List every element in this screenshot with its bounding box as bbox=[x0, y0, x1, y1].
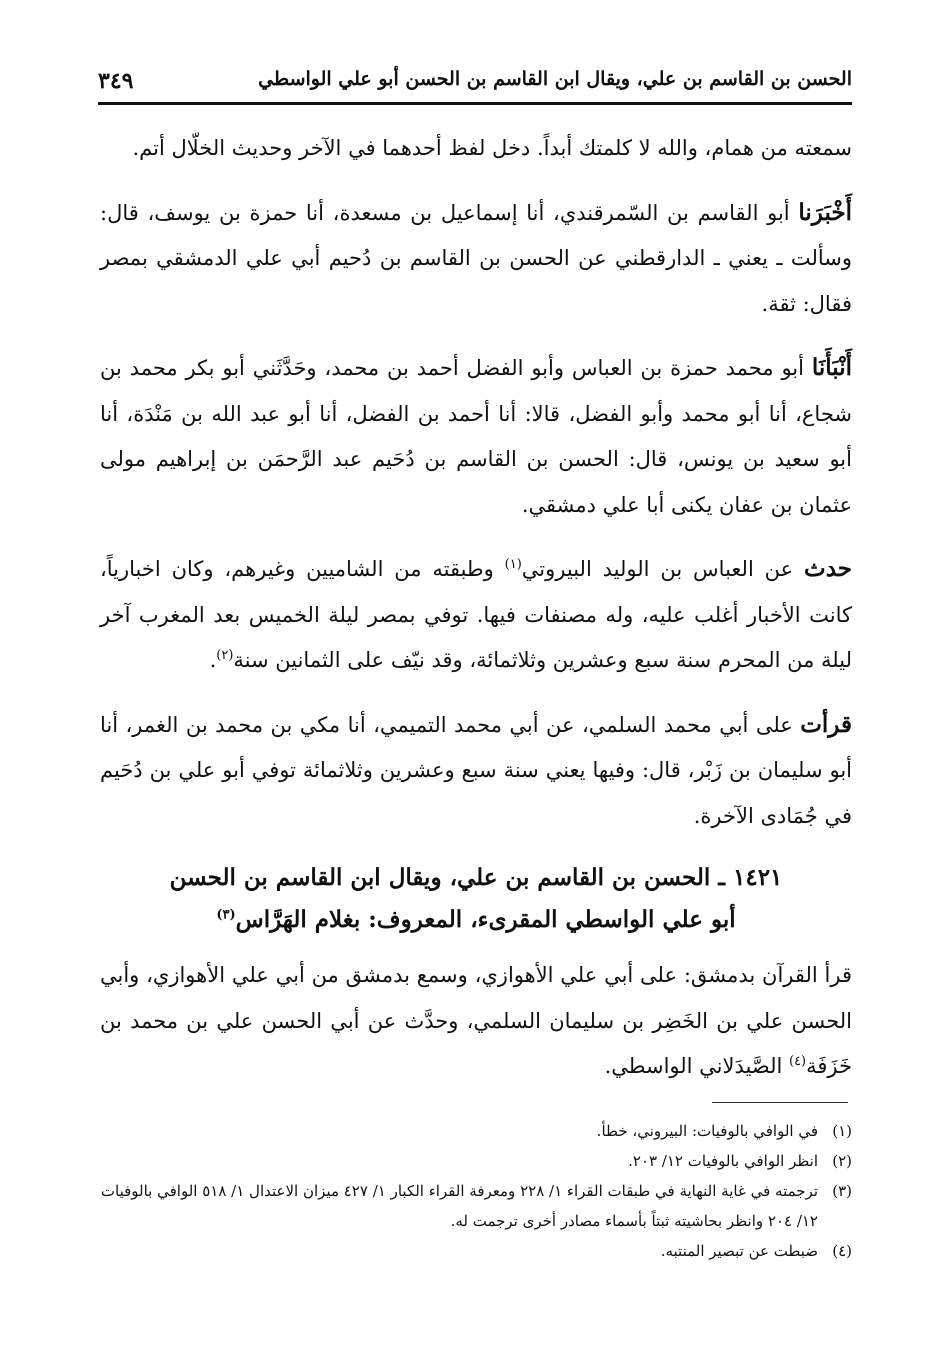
paragraph-text: الصَّيدَلاني الواسطي. bbox=[604, 1054, 789, 1078]
footnote-number: (٢) bbox=[832, 1152, 852, 1170]
entry-heading bbox=[100, 857, 852, 941]
paragraph-text: وطبقته من الشاميين وغيرهم، وكان اخبارياً، كانت الأخبار أغلب عليه، وله مصنفات فيها. توفي بمصر ليلة الخميس بعد المغرب آخر ليلة من المحرم سنة سبع وعشرين وثلاثمائة، وقد نيّف على الثمانين سنة bbox=[100, 557, 852, 672]
paragraph-text: سمعته من همام، والله لا كلمتك أبداً. دخل لفظ أحدهما في الآخر وحديث الخلّال أتم. bbox=[132, 136, 852, 160]
footnote-number: (١) bbox=[832, 1122, 852, 1140]
footnote-ref: (٣) bbox=[216, 907, 236, 923]
footnote-text: ترجمته في غاية النهاية في طبقات القراء ١/ ٢٢٨ ومعرفة القراء الكبار ١/ ٤٢٧ ميزان الاعتدال ١/ ٥١٨ الوافي بالوفيات ١٢/ ٢٠٤ وانظر بحاشيته ثبتاً بأسماء مصادر أخرى ترجمت له. bbox=[100, 1182, 818, 1230]
footnote-ref: (١) bbox=[504, 557, 522, 572]
paragraph-text: أبو القاسم بن السّمرقندي، أنا إسماعيل بن مسعدة، أنا حمزة بن يوسف، قال: وسألت ـ يعني ـ الدارقطني عن الحسن بن القاسم بن دُحيم أبي علي الدمشقي بمصر فقال: ثقة. bbox=[100, 200, 852, 316]
footnote bbox=[96, 1236, 852, 1266]
paragraph-text: . bbox=[209, 648, 217, 672]
footnote-ref: (٢) bbox=[216, 648, 234, 663]
paragraph-1 bbox=[100, 126, 852, 172]
main-text bbox=[100, 126, 852, 1108]
paragraph-lead-word: أَنْبَأَنَا bbox=[811, 354, 852, 381]
footnote-number: (٣) bbox=[832, 1182, 852, 1200]
footnote-divider bbox=[712, 1102, 848, 1103]
footnote-text: انظر الوافي بالوفيات ١٢/ ٢٠٣. bbox=[628, 1152, 818, 1170]
paragraph-text: عن العباس بن الوليد البيروتي bbox=[521, 557, 794, 581]
footnote bbox=[96, 1116, 852, 1146]
paragraph-lead-word: حدث bbox=[804, 555, 852, 582]
paragraph-text: على أبي محمد السلمي، عن أبي محمد التميمي، أنا مكي بن محمد بن الغمر، أنا أبو سليمان بن زَبْر، قال: وفيها يعني سنة سبع وعشرين وثلاثمائة توفي أبو علي بن دُحَيم في جُمَادى الآخرة. bbox=[100, 712, 852, 828]
entry-heading-line-2 bbox=[100, 899, 852, 941]
paragraph-4 bbox=[100, 546, 852, 684]
footnote bbox=[96, 1176, 852, 1236]
paragraph-text: قرأ القرآن بدمشق: على أبي علي الأهوازي، وسمع بدمشق من أبي علي الأهوازي، وأبي الحسن علي بن الخَضِر بن سليمان السلمي، وحدَّث عن أبي الحسن علي بن محمد بن خَزَفَة bbox=[100, 963, 852, 1078]
paragraph-lead-word: أَخْبَرَنا bbox=[798, 198, 852, 226]
entry-heading-line-1: ١٤٢١ ـ الحسن بن القاسم بن علي، ويقال ابن القاسم بن الحسن bbox=[169, 864, 783, 891]
paragraph-lead-word: قرأت bbox=[800, 710, 852, 738]
entry-paragraph bbox=[100, 953, 852, 1090]
footnotes bbox=[96, 1116, 852, 1266]
entry-heading-text: أبو علي الواسطي المقرىء، المعروف: بغلام الهَرَّاس bbox=[235, 906, 736, 933]
footnote-text: ضبطت عن تبصير المنتبه. bbox=[660, 1242, 818, 1260]
footnote bbox=[96, 1146, 852, 1176]
footnote-text: في الوافي بالوفيات: البيروني، خطأ. bbox=[596, 1122, 818, 1140]
page-number: ٣٤٩ bbox=[98, 68, 134, 94]
paragraph-2 bbox=[100, 190, 852, 328]
paragraph-text: أبو محمد حمزة بن العباس وأبو الفضل أحمد بن محمد، وحَدَّثَني أبو بكر محمد بن شجاع، أنا أبو محمد وأبو الفضل، قالا: أنا أحمد بن الفضل، أنا أبو عبد الله بن مَنْدَة، أنا أبو سعيد بن يونس، قال: الحسن بن القاسم بن دُحَيم عبد الرَّحمَن بن إبراهيم مولى عثمان بن عفان يكنى أبا علي دمشقي. bbox=[100, 356, 852, 517]
paragraph-3 bbox=[100, 345, 852, 528]
footnote-number: (٤) bbox=[832, 1242, 852, 1260]
paragraph-5 bbox=[100, 702, 852, 840]
running-title: الحسن بن القاسم بن علي، ويقال ابن القاسم بن الحسن أبو علي الواسطي bbox=[258, 68, 852, 90]
footnote-ref: (٤) bbox=[788, 1054, 807, 1069]
running-header bbox=[98, 62, 852, 105]
